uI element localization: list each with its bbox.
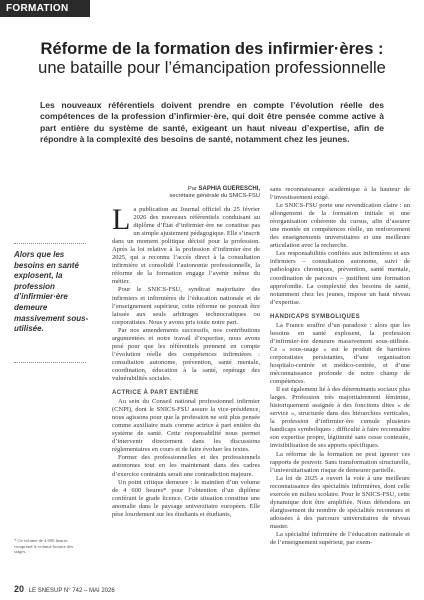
pull-quote: Alors que les besoins en santé explosent, la profession d’infirmier·ère demeure massivement sous-utilisée. <box>14 250 89 334</box>
column-2 <box>270 186 410 547</box>
section-tag: FORMATION <box>0 0 90 17</box>
byline <box>112 186 260 200</box>
paragraph: Au sein du Conseil national professionnel infirmier (CNPI), dont le SNICS-FSU assure la vice-présidence, nous agissons pour que la profession ne soit plus pensée comme auxiliaire mais comme actrice à part entière du système de santé. Cette responsabilité nous permet d’intervenir directement dans les discussions réglementaires en cours et de faire évoluer les textes. <box>112 398 260 454</box>
paragraph <box>112 203 260 286</box>
byline-name: SAPHIA GUERESCHI, <box>198 186 260 192</box>
paragraph: Par nos amendements successifs, nos contributions argumentées et notre travail d’expertise, nous avons pesé pour que les référentiels prennent en compte l’évolution réelle des compétences infirmières : consultation autonome, prévention, santé mentale, coordination, éducation à la santé, repérage des vulnérabilités sociales. <box>112 326 260 382</box>
paragraph: La réforme de la formation ne peut ignorer ces rapports de pouvoir. Sans transformation structurelle, l’universitarisation risque de demeurer partielle. <box>270 450 410 474</box>
footnote: * Ce volume de 4 600 heures comprend le volume horaire des stages. <box>14 538 74 555</box>
paragraph: Pour le SNICS-FSU, syndicat majoritaire des infirmiers et infirmières de l’éducation nationale et de l’enseignement supérieur, cette réforme ne pouvait être laissée aux seuls arbitrages technocratiques ou corporatistes. Nous y avons pris toute notre part. <box>112 286 260 326</box>
publication-name: LE SNESUP N° 742 – MAI 2026 <box>28 588 115 594</box>
subheading: HANDICAPS SYMBOLIQUES <box>270 313 361 320</box>
article-lede: Les nouveaux référentiels doivent prendre en compte l’évolution réelle des compétences de la profession d’infirmier·ère, qui doit être pensée comme active à part entière du système de santé, exigeant un haut niveau d’expertise, afin de répondre à la complexité des besoins de santé, notamment chez les jeunes. <box>40 100 384 144</box>
paragraph: Un point critique demeure : le maintien d’un volume de 4 600 heures* pour l’obtention d’un diplôme conférant le grade licence. Cette situation constitue une anomalie dans le paysage universitaire européen. Elle pèse lourdement sur les étudiants et étudiants, <box>112 478 260 518</box>
paragraph: La loi de 2025 a ouvert la voie à une meilleure reconnaissance des spécialités infirmières, dont celle exercée en milieu scolaire. Pour le SNICS-FSU, cette dynamique doit être amplifiée. Nous défendons un élargissement du nombre de spécialités reconnues et adossées à des parcours universitaires de niveau master. <box>270 474 410 530</box>
pull-quote-rule-top <box>14 243 86 244</box>
byline-prefix: Par <box>187 186 197 192</box>
drop-cap: L <box>112 203 131 236</box>
paragraph-text: a publication au Journal officiel du 25 février 2026 des nouveaux référentiels conduisant au diplôme d’État d’infirmier·ère ne constitue pas un simple ajustement pédagogique. Elle s’inscrit dans un moment politique décisif pour la profession. Après la loi relative à la profession d’infirmier·ère de 2025, qui a reconnu l’accès direct à la consultation infirmière et consolidé l’autonomie professionnelle, la réforme de la formation engage l’avenir même du métier. <box>112 206 260 286</box>
paragraph: Les responsabilités confiées aux infirmières et aux infirmiers – consultation autonome, suivi de pathologies chroniques, prévention, santé mentale, coordination de parcours – justifient une formation approfondie. La complexité des besoins de santé, notamment chez les jeunes, impose un haut niveau d’expertise. <box>270 250 410 306</box>
paragraph: Le SNICS-FSU porte une revendication claire : un allongement de la formation initiale et une réorganisation cohérente du cursus, afin d’assurer une montée en compétences réelle, un renforcement des enseignements universitaires et une meilleure articulation avec la recherche. <box>270 202 410 250</box>
article-title <box>22 40 402 78</box>
page-number: 20 <box>14 584 25 594</box>
paragraph: sans reconnaissance académique à la hauteur de l’investissement exigé. <box>270 186 410 202</box>
page-footer <box>14 584 115 594</box>
title-line-2: une bataille pour l’émancipation professionnelle <box>38 59 386 77</box>
column-1 <box>112 186 260 519</box>
paragraph: Il est également lié à des déterminants sociaux plus larges. Profession très majoritairement féminine, historiquement assignée à des fonctions dites « de service », structurée dans des hiérarchies verticales, la profession d’infirmier·ère cumule plusieurs handicaps symboliques : difficulté à faire reconnaître son expertise propre, légitimité sans cesse contestée, invisibilisation de ses apports spécifiques. <box>270 386 410 450</box>
pull-quote-rule-bottom <box>14 362 86 363</box>
paragraph: Former des professionnelles et des professionnels autonomes tout en les maintenant dans des cadres d’exercice contraints serait une contradiction majeure. <box>112 454 260 478</box>
title-line-1: Réforme de la formation des infirmier·ères : <box>40 40 384 58</box>
paragraph: La France souffre d’un paradoxe : alors que les besoins en santé explosent, la profession d’infirmier·ère demeure massivement sous-utilisée. Ce « sous-usage » est le produit de barrières corporatistes persistantes, d’une organisation hospitalo-centrée et médico-centrée, et d’une méconnaissance profonde de notre champ de compétences. <box>270 321 410 386</box>
subheading: ACTRICE À PART ENTIÈRE <box>112 390 199 397</box>
byline-role: secrétaire générale du SNICS-FSU <box>169 193 260 199</box>
paragraph: La spécialité infirmière de l’éducation nationale et de l’enseignement supérieur, par exem- <box>270 530 410 547</box>
